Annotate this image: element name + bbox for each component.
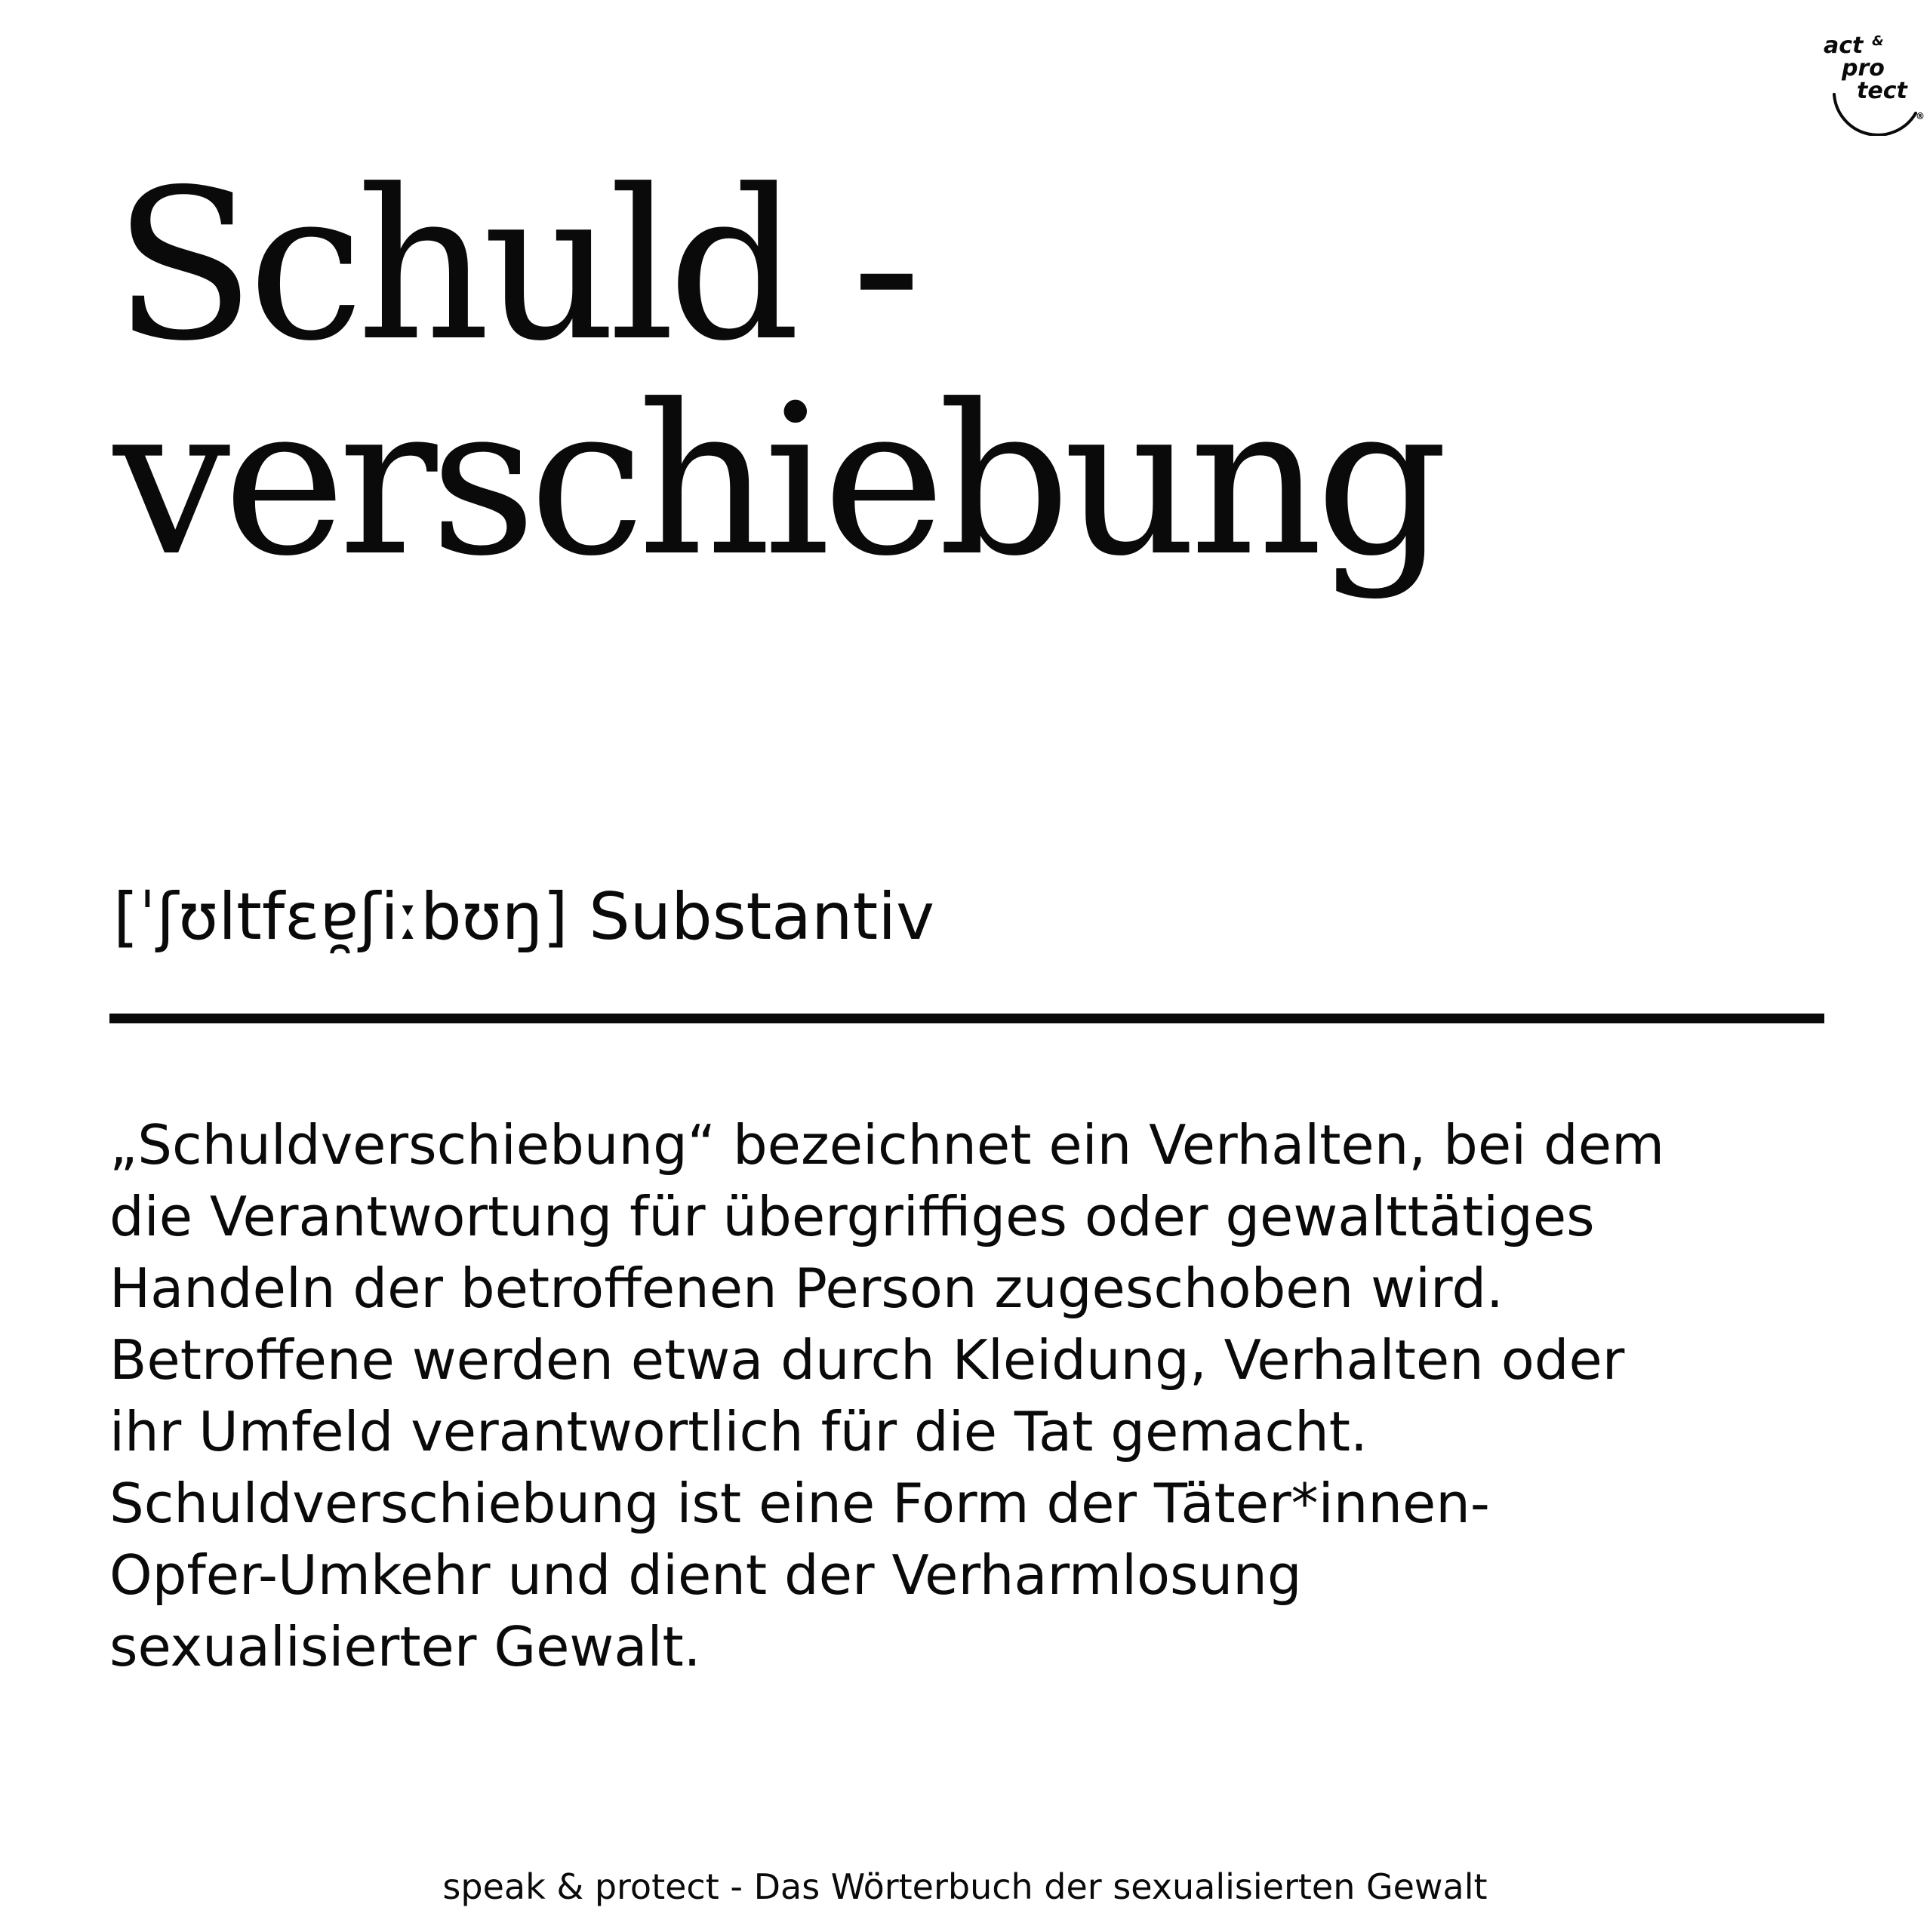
definition-line: Schuldverschiebung ist eine Form der Täter*innen-: [109, 1472, 1490, 1535]
word-class: Substantiv: [589, 879, 934, 955]
svg-text:&: &: [1872, 33, 1884, 49]
act-and-protect-logo: [1819, 23, 1930, 136]
definition-line: die Verantwortung für übergriffiges oder gewalttätiges: [109, 1185, 1595, 1248]
entry-title: [113, 145, 1441, 601]
definition-line: Opfer-Umkehr und dient der Verharmlosung: [109, 1543, 1302, 1607]
footer-caption: speak & protect - Das Wörterbuch der sexualisierten Gewalt: [442, 1866, 1488, 1907]
divider: [109, 1014, 1824, 1023]
definition-line: „Schuldverschiebung“ bezeichnet ein Verhalten, bei dem: [109, 1113, 1665, 1177]
definition-line: sexualisierter Gewalt.: [109, 1615, 701, 1678]
definition-line: Betroffene werden etwa durch Kleidung, Verhalten oder: [109, 1328, 1625, 1392]
svg-text:tect: tect: [1857, 78, 1907, 104]
svg-text:®: ®: [1916, 111, 1925, 122]
definition-text: [109, 1109, 1838, 1683]
pronunciation: [ˈʃʊltfɛɐ̯ʃiːbʊŋ]: [113, 879, 568, 955]
svg-text:act: act: [1824, 32, 1864, 59]
entry-title-line-2: verschiebung: [113, 360, 1441, 601]
entry-title-line-1: Schuld -: [113, 145, 914, 386]
definition-line: Handeln der betroffenen Person zugeschoben wird.: [109, 1257, 1504, 1320]
definition-line: ihr Umfeld verantwortlich für die Tat gemacht.: [109, 1400, 1368, 1463]
pronunciation-line: [113, 875, 934, 958]
svg-text:pro: pro: [1842, 55, 1885, 82]
